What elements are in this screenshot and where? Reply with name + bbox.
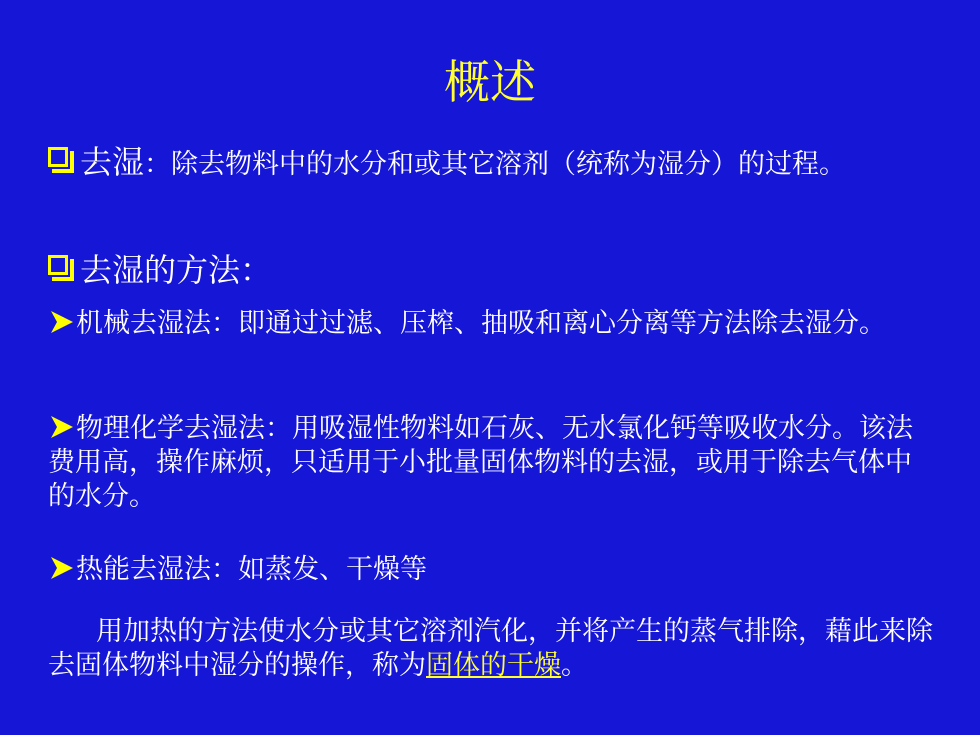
methods-heading: 去湿的方法： <box>80 251 273 289</box>
arrow-bullet-icon <box>48 556 76 580</box>
method-item-physicochemical <box>48 412 938 514</box>
slide-title: 概述 <box>444 55 536 109</box>
square-bullet-icon <box>48 147 76 175</box>
drying-paragraph-end: 。 <box>561 650 588 681</box>
arrow-bullet-icon <box>48 310 76 334</box>
method-text-mechanical: 机械去湿法：即通过过滤、压榨、抽吸和离心分离等方法除去湿分。 <box>76 308 886 339</box>
method-item-mechanical <box>48 307 938 341</box>
method-text-thermal: 热能去湿法：如蒸发、干燥等 <box>76 554 427 585</box>
definition-block <box>48 137 938 188</box>
drying-paragraph-text: 用加热的方法使水分或其它溶剂汽化，并将产生的蒸气排除，藉此来除去固体物料中湿分的操作，称为 <box>48 616 933 681</box>
method-text-physicochemical: 物理化学去湿法：用吸湿性物料如石灰、无水氯化钙等吸收水分。该法费用高，操作麻烦，只适用于小批量固体物料的去湿，或用于除去气体中的水分。 <box>48 413 913 512</box>
arrow-bullet-icon <box>48 415 76 439</box>
definition-text: ：除去物料中的水分和或其它溶剂（统称为湿分）的过程。 <box>144 149 847 180</box>
drying-paragraph <box>48 615 938 683</box>
square-bullet-icon <box>48 255 76 283</box>
definition-term: 去湿 <box>80 143 145 181</box>
solid-drying-link[interactable]: 固体的干燥 <box>426 650 561 681</box>
method-item-thermal <box>48 553 938 587</box>
methods-heading-block <box>48 250 938 290</box>
